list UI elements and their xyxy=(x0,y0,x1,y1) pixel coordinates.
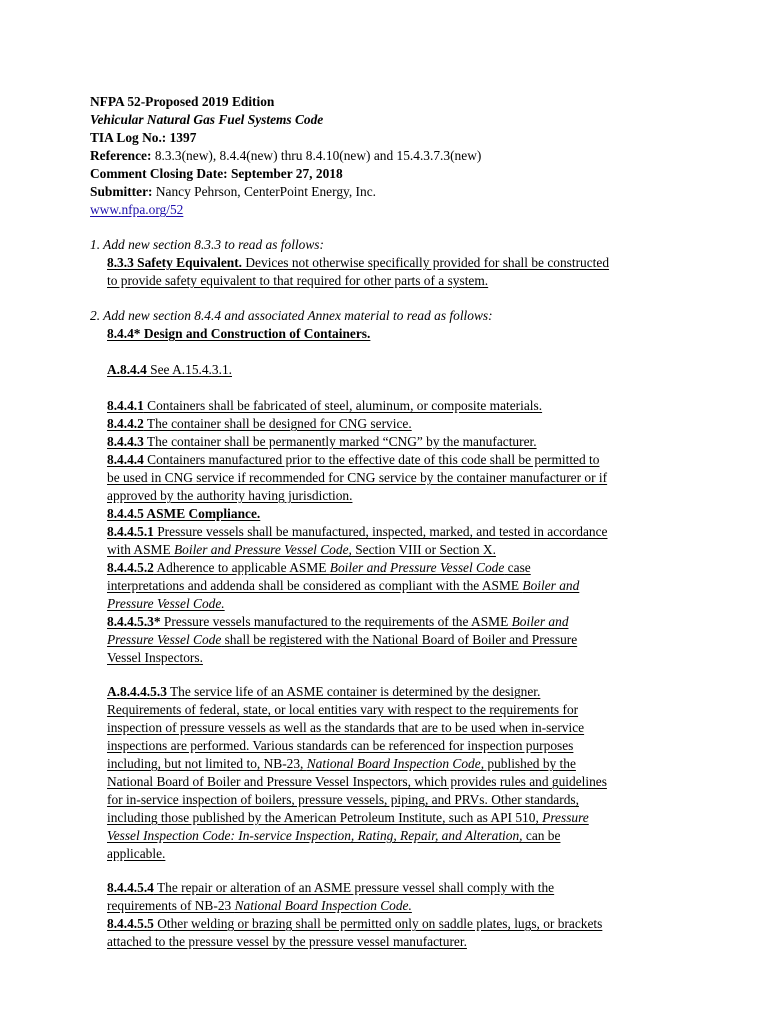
code-title-ref: Boiler and xyxy=(511,614,569,629)
section-8-4-4-5-4-line-1 xyxy=(107,879,687,897)
code-title-ref: Boiler and Pressure Vessel Code xyxy=(329,560,505,575)
section-number: 8.4.4.5.5 xyxy=(107,916,154,931)
section-number: 8.3.3 Safety Equivalent. xyxy=(107,255,243,270)
annex-a-8-4-4 xyxy=(107,361,687,379)
text-run: Pressure vessels manufactured to the requirements of the ASME xyxy=(160,614,512,629)
annex-line-6: National Board of Boiler and Pressure Vessel Inspectors, which provides rules and guidelines xyxy=(107,774,607,789)
section-number: 8.4.4.5.1 xyxy=(107,524,154,539)
section-number: 8.4.4.2 xyxy=(107,416,144,431)
code-title-ref: National Board Inspection Code, xyxy=(306,756,485,771)
section-text: The service life of an ASME container is determined by the designer. xyxy=(166,684,541,699)
reference-value: 8.3.3(new), 8.4.4(new) thru 8.4.10(new) and 15.4.3.7.3(new) xyxy=(151,148,482,163)
sections-8-4-4-5-4-to-5 xyxy=(107,879,687,951)
section-number: 8.4.4.4 xyxy=(107,452,144,467)
section-number: 8.4.4.5.3* xyxy=(107,614,161,629)
section-number: A.8.4.4.5.3 xyxy=(107,684,167,699)
section-text: Pressure vessels shall be manufactured, inspected, marked, and tested in accordance xyxy=(153,524,608,539)
section-8-4-4-5-2-line-1 xyxy=(107,559,687,577)
text-run: including, but not limited to, NB-23, xyxy=(107,756,307,771)
section-number: 8.4.4.5.2 xyxy=(107,560,154,575)
code-title-ref: Vessel Inspection Code: In-service Inspection, Rating, Repair, and Alteration, xyxy=(107,828,523,843)
annex-line-1 xyxy=(107,683,687,701)
code-title-ref: Boiler and xyxy=(522,578,580,593)
section-8-4-4-5-1-line-1 xyxy=(107,523,687,541)
section-text: Containers manufactured prior to the effective date of this code shall be permitted to xyxy=(143,452,600,467)
section-number: 8.4.4.1 xyxy=(107,398,144,413)
section-8-4-4-5-4-line-2 xyxy=(107,897,687,915)
annex-line-7: for in-service inspection of boilers, pressure vessels, piping, and PRVs. Other standards, xyxy=(107,792,579,807)
annex-line-5 xyxy=(107,755,687,773)
sections-8-4-4-1-to-8-4-4-4 xyxy=(107,397,687,667)
annex-line-8 xyxy=(107,809,687,827)
section-8-4-4-5-2-line-2 xyxy=(107,577,687,595)
section-8-4-4-5-2-line-3: Pressure Vessel Code. xyxy=(107,596,225,611)
text-run: published by the xyxy=(484,756,576,771)
section-8-4-4-heading: 8.4.4* Design and Construction of Containers. xyxy=(107,326,371,341)
annex-line-9 xyxy=(107,827,687,845)
submitter-value: Nancy Pehrson, CenterPoint Energy, Inc. xyxy=(152,184,376,199)
instruction-2: 2. Add new section 8.4.4 and associated Annex material to read as follows: xyxy=(90,308,493,323)
section-8-3-3-line-1 xyxy=(107,254,687,272)
section-8-4-4-5-5-line-1 xyxy=(107,915,687,933)
code-title-ref: Pressure Vessel Code xyxy=(107,632,222,647)
tia-log-number: TIA Log No.: 1397 xyxy=(90,130,197,145)
section-8-4-4-4-line-3: approved by the authority having jurisdiction. xyxy=(107,488,353,503)
submitter-label: Submitter: xyxy=(90,184,153,199)
instruction-1: 1. Add new section 8.3.3 to read as follows: xyxy=(90,237,324,252)
code-title: Vehicular Natural Gas Fuel Systems Code xyxy=(90,112,324,127)
section-8-4-4-4-line-2: be used in CNG service if recommended for CNG service by the container manufacturer or if xyxy=(107,470,608,485)
text-run: Adherence to applicable ASME xyxy=(153,560,330,575)
submitter-line xyxy=(90,183,690,201)
text-run: with ASME xyxy=(107,542,174,557)
section-number: 8.4.4.3 xyxy=(107,434,144,449)
section-text: Devices not otherwise specifically provided for shall be constructed xyxy=(242,255,610,270)
annex-line-2: Requirements of federal, state, or local entities vary with respect to the requirements for xyxy=(107,702,579,717)
text-run: interpretations and addenda shall be considered as compliant with the ASME xyxy=(107,578,523,593)
annex-line-4: inspections are performed. Various standards can be referenced for inspection purposes xyxy=(107,738,574,753)
text-run: can be xyxy=(522,828,561,843)
section-8-4-4-5-3-line-3: Vessel Inspectors. xyxy=(107,650,203,665)
text-run: including those published by the American Petroleum Institute, such as API 510, xyxy=(107,810,543,825)
section-8-4-4-5-1-line-2 xyxy=(107,541,687,559)
section-text: See A.15.4.3.1. xyxy=(146,362,232,377)
section-8-4-4-1 xyxy=(107,397,687,415)
section-text: Other welding or brazing shall be permitted only on saddle plates, lugs, or brackets xyxy=(153,916,603,931)
text-run: requirements of NB-23 xyxy=(107,898,235,913)
code-title-ref: Boiler and Pressure Vessel Code, xyxy=(173,542,352,557)
section-8-4-4-5-3-line-2 xyxy=(107,631,687,649)
section-number: A.8.4.4 xyxy=(107,362,147,377)
annex-line-10: applicable. xyxy=(107,846,166,861)
annex-a-8-4-4-5-3 xyxy=(107,683,687,863)
section-8-4-4-4-line-1 xyxy=(107,451,687,469)
section-text: The repair or alteration of an ASME pressure vessel shall comply with the xyxy=(153,880,555,895)
section-text: Containers shall be fabricated of steel, aluminum, or composite materials. xyxy=(143,398,543,413)
nfpa-link[interactable]: www.nfpa.org/52 xyxy=(90,202,184,217)
document-header xyxy=(90,93,690,219)
section-8-4-4-5-3-line-1 xyxy=(107,613,687,631)
section-8-4-4-5-5-line-2: attached to the pressure vessel by the pressure vessel manufacturer. xyxy=(107,934,467,949)
code-title-ref: Pressure xyxy=(542,810,589,825)
section-text: The container shall be designed for CNG service. xyxy=(143,416,412,431)
section-text: The container shall be permanently marked “CNG” by the manufacturer. xyxy=(143,434,537,449)
section-8-4-4-3 xyxy=(107,433,687,451)
reference-label: Reference: xyxy=(90,148,152,163)
text-run: case xyxy=(504,560,531,575)
text-run: Section VIII or Section X. xyxy=(351,542,496,557)
reference-line xyxy=(90,147,690,165)
annex-line-3: inspection of pressure vessels as well as the standards that are to be used when in-service xyxy=(107,720,585,735)
comment-closing-date: Comment Closing Date: September 27, 2018 xyxy=(90,166,343,181)
edition-title: NFPA 52-Proposed 2019 Edition xyxy=(90,94,275,109)
section-number: 8.4.4.5.4 xyxy=(107,880,154,895)
section-8-4-4-2 xyxy=(107,415,687,433)
text-run: shall be registered with the National Board of Boiler and Pressure xyxy=(221,632,578,647)
code-title-ref: National Board Inspection Code. xyxy=(234,898,412,913)
section-8-4-4-5-heading: 8.4.4.5 ASME Compliance. xyxy=(107,506,261,521)
section-8-3-3 xyxy=(107,254,687,290)
section-8-3-3-line-2: to provide safety equivalent to that required for other parts of a system. xyxy=(107,273,489,288)
